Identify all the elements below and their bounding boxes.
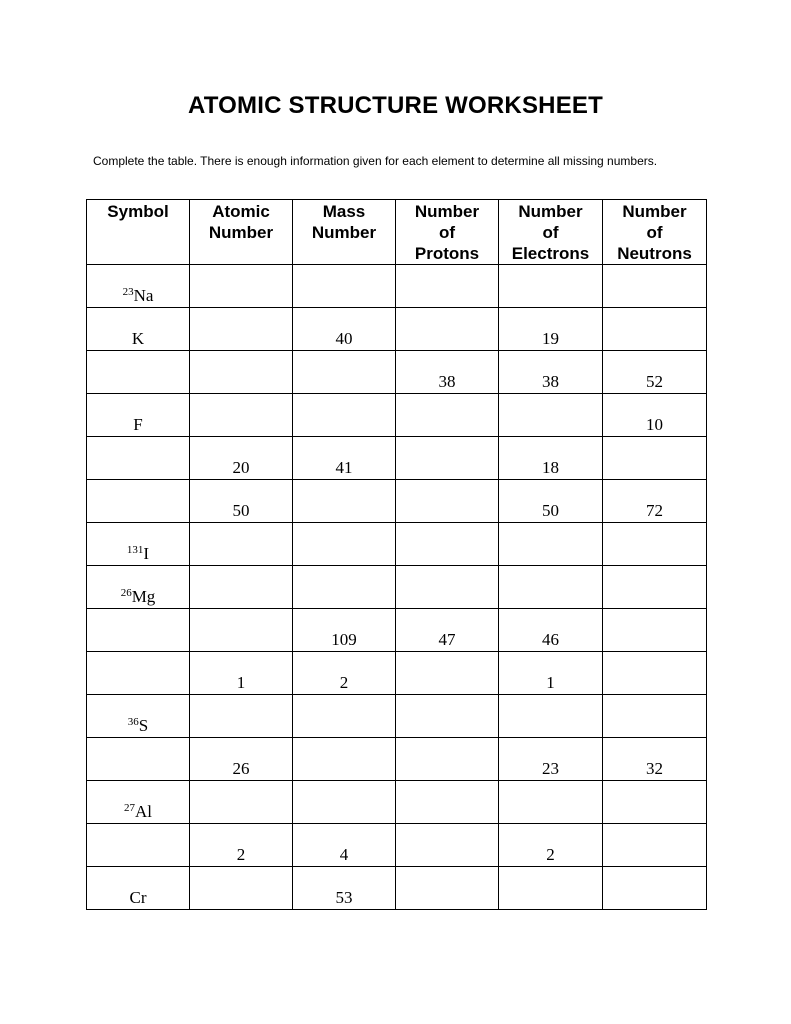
mass-number-cell <box>293 265 396 308</box>
atomic-number-cell <box>190 308 293 351</box>
neutrons-cell <box>603 265 707 308</box>
element-symbol: Al <box>135 802 152 821</box>
header-line: Number <box>311 223 377 242</box>
protons-cell <box>396 738 499 781</box>
protons-cell <box>396 523 499 566</box>
electrons-header <box>499 200 603 265</box>
atomic-number-header <box>190 200 293 265</box>
protons-cell <box>396 437 499 480</box>
neutrons-cell <box>603 308 707 351</box>
electrons-cell: 1 <box>499 652 603 695</box>
electrons-cell <box>499 523 603 566</box>
table-row <box>87 351 707 394</box>
mass-number-cell <box>293 523 396 566</box>
symbol-cell <box>87 566 190 609</box>
header-line: Electrons <box>511 244 590 263</box>
neutrons-cell: 72 <box>603 480 707 523</box>
neutrons-cell <box>603 437 707 480</box>
symbol-cell <box>87 824 190 867</box>
symbol-cell <box>87 351 190 394</box>
atomic-number-cell: 26 <box>190 738 293 781</box>
table-row <box>87 652 707 695</box>
electrons-cell: 2 <box>499 824 603 867</box>
atomic-number-cell <box>190 394 293 437</box>
protons-cell <box>396 652 499 695</box>
atomic-number-cell <box>190 781 293 824</box>
symbol-cell <box>87 265 190 308</box>
element-symbol: F <box>133 415 143 434</box>
electrons-cell <box>499 695 603 738</box>
symbol-cell <box>87 480 190 523</box>
symbol-cell <box>87 609 190 652</box>
electrons-cell <box>499 867 603 910</box>
element-symbol: Mg <box>131 587 156 606</box>
mass-number-cell <box>293 566 396 609</box>
table-row <box>87 566 707 609</box>
mass-number-cell <box>293 394 396 437</box>
header-line: Symbol <box>107 202 169 221</box>
protons-cell <box>396 781 499 824</box>
header-line: of <box>438 223 456 242</box>
symbol-cell <box>87 652 190 695</box>
header-line: Number <box>208 223 274 242</box>
table-row <box>87 781 707 824</box>
table-row <box>87 437 707 480</box>
protons-cell <box>396 308 499 351</box>
electrons-cell: 38 <box>499 351 603 394</box>
mass-number-cell <box>293 781 396 824</box>
table-body <box>87 265 707 910</box>
protons-cell <box>396 867 499 910</box>
electrons-cell <box>499 781 603 824</box>
symbol-cell <box>87 781 190 824</box>
header-line: Atomic <box>212 202 270 221</box>
atomic-number-cell: 20 <box>190 437 293 480</box>
neutrons-cell <box>603 652 707 695</box>
table-row <box>87 609 707 652</box>
atomic-number-cell <box>190 609 293 652</box>
header-line: of <box>542 223 559 242</box>
neutrons-cell <box>603 566 707 609</box>
atomic-number-cell <box>190 695 293 738</box>
neutrons-cell <box>603 609 707 652</box>
table-row <box>87 738 707 781</box>
header-row <box>87 200 707 265</box>
protons-cell: 47 <box>396 609 499 652</box>
mass-number-cell <box>293 695 396 738</box>
header-line: of <box>646 223 663 242</box>
header-line: Protons <box>414 244 480 263</box>
neutrons-cell <box>603 695 707 738</box>
symbol-header <box>87 200 190 265</box>
symbol-cell <box>87 695 190 738</box>
electrons-cell: 50 <box>499 480 603 523</box>
element-symbol: Cr <box>129 888 147 907</box>
protons-cell <box>396 480 499 523</box>
table-row <box>87 480 707 523</box>
neutrons-cell <box>603 781 707 824</box>
atomic-number-cell: 1 <box>190 652 293 695</box>
mass-number-cell: 2 <box>293 652 396 695</box>
isotope-mass-superscript: 26 <box>120 587 132 599</box>
header-line: Number <box>622 202 687 221</box>
neutrons-cell: 10 <box>603 394 707 437</box>
mass-number-cell: 109 <box>293 609 396 652</box>
table-row <box>87 265 707 308</box>
electrons-cell: 23 <box>499 738 603 781</box>
atomic-number-cell <box>190 566 293 609</box>
protons-cell <box>396 394 499 437</box>
neutrons-cell: 52 <box>603 351 707 394</box>
electrons-cell: 46 <box>499 609 603 652</box>
electrons-cell <box>499 394 603 437</box>
instructions-text: Complete the table. There is enough information given for each element to determine all missing numbers. <box>93 154 658 168</box>
table-row <box>87 867 707 910</box>
neutrons-header <box>603 200 707 265</box>
mass-number-cell <box>293 351 396 394</box>
protons-cell <box>396 265 499 308</box>
table-row <box>87 394 707 437</box>
mass-number-header <box>293 200 396 265</box>
atomic-number-cell <box>190 523 293 566</box>
neutrons-cell <box>603 824 707 867</box>
symbol-cell <box>87 867 190 910</box>
symbol-cell <box>87 523 190 566</box>
neutrons-cell <box>603 523 707 566</box>
protons-header <box>396 200 499 265</box>
atomic-number-cell <box>190 867 293 910</box>
mass-number-cell: 41 <box>293 437 396 480</box>
neutrons-cell <box>603 867 707 910</box>
element-symbol: Na <box>133 286 154 305</box>
atomic-number-cell: 2 <box>190 824 293 867</box>
electrons-cell <box>499 265 603 308</box>
element-symbol: K <box>131 329 145 348</box>
symbol-cell <box>87 437 190 480</box>
atomic-number-cell <box>190 265 293 308</box>
mass-number-cell: 53 <box>293 867 396 910</box>
table-row <box>87 308 707 351</box>
table-row <box>87 523 707 566</box>
header-line: Number <box>414 202 480 221</box>
mass-number-cell: 40 <box>293 308 396 351</box>
mass-number-cell <box>293 480 396 523</box>
atomic-number-cell: 50 <box>190 480 293 523</box>
protons-cell <box>396 566 499 609</box>
symbol-cell <box>87 738 190 781</box>
header-line: Neutrons <box>617 244 692 263</box>
isotope-mass-superscript: 27 <box>124 802 135 814</box>
worksheet-title: ATOMIC STRUCTURE WORKSHEET <box>188 92 603 119</box>
element-symbol: S <box>138 716 149 735</box>
electrons-cell <box>499 566 603 609</box>
symbol-cell <box>87 394 190 437</box>
isotope-mass-superscript: 23 <box>122 286 134 298</box>
header-line: Mass <box>322 202 366 221</box>
electrons-cell: 18 <box>499 437 603 480</box>
protons-cell <box>396 824 499 867</box>
table-row <box>87 824 707 867</box>
atomic-structure-table <box>86 199 707 910</box>
header-line: Number <box>518 202 583 221</box>
protons-cell: 38 <box>396 351 499 394</box>
isotope-mass-superscript: 131 <box>126 544 144 556</box>
protons-cell <box>396 695 499 738</box>
symbol-cell <box>87 308 190 351</box>
electrons-cell: 19 <box>499 308 603 351</box>
neutrons-cell: 32 <box>603 738 707 781</box>
element-symbol: I <box>143 544 150 563</box>
isotope-mass-superscript: 36 <box>127 716 139 728</box>
mass-number-cell: 4 <box>293 824 396 867</box>
mass-number-cell <box>293 738 396 781</box>
atomic-number-cell <box>190 351 293 394</box>
table-row <box>87 695 707 738</box>
